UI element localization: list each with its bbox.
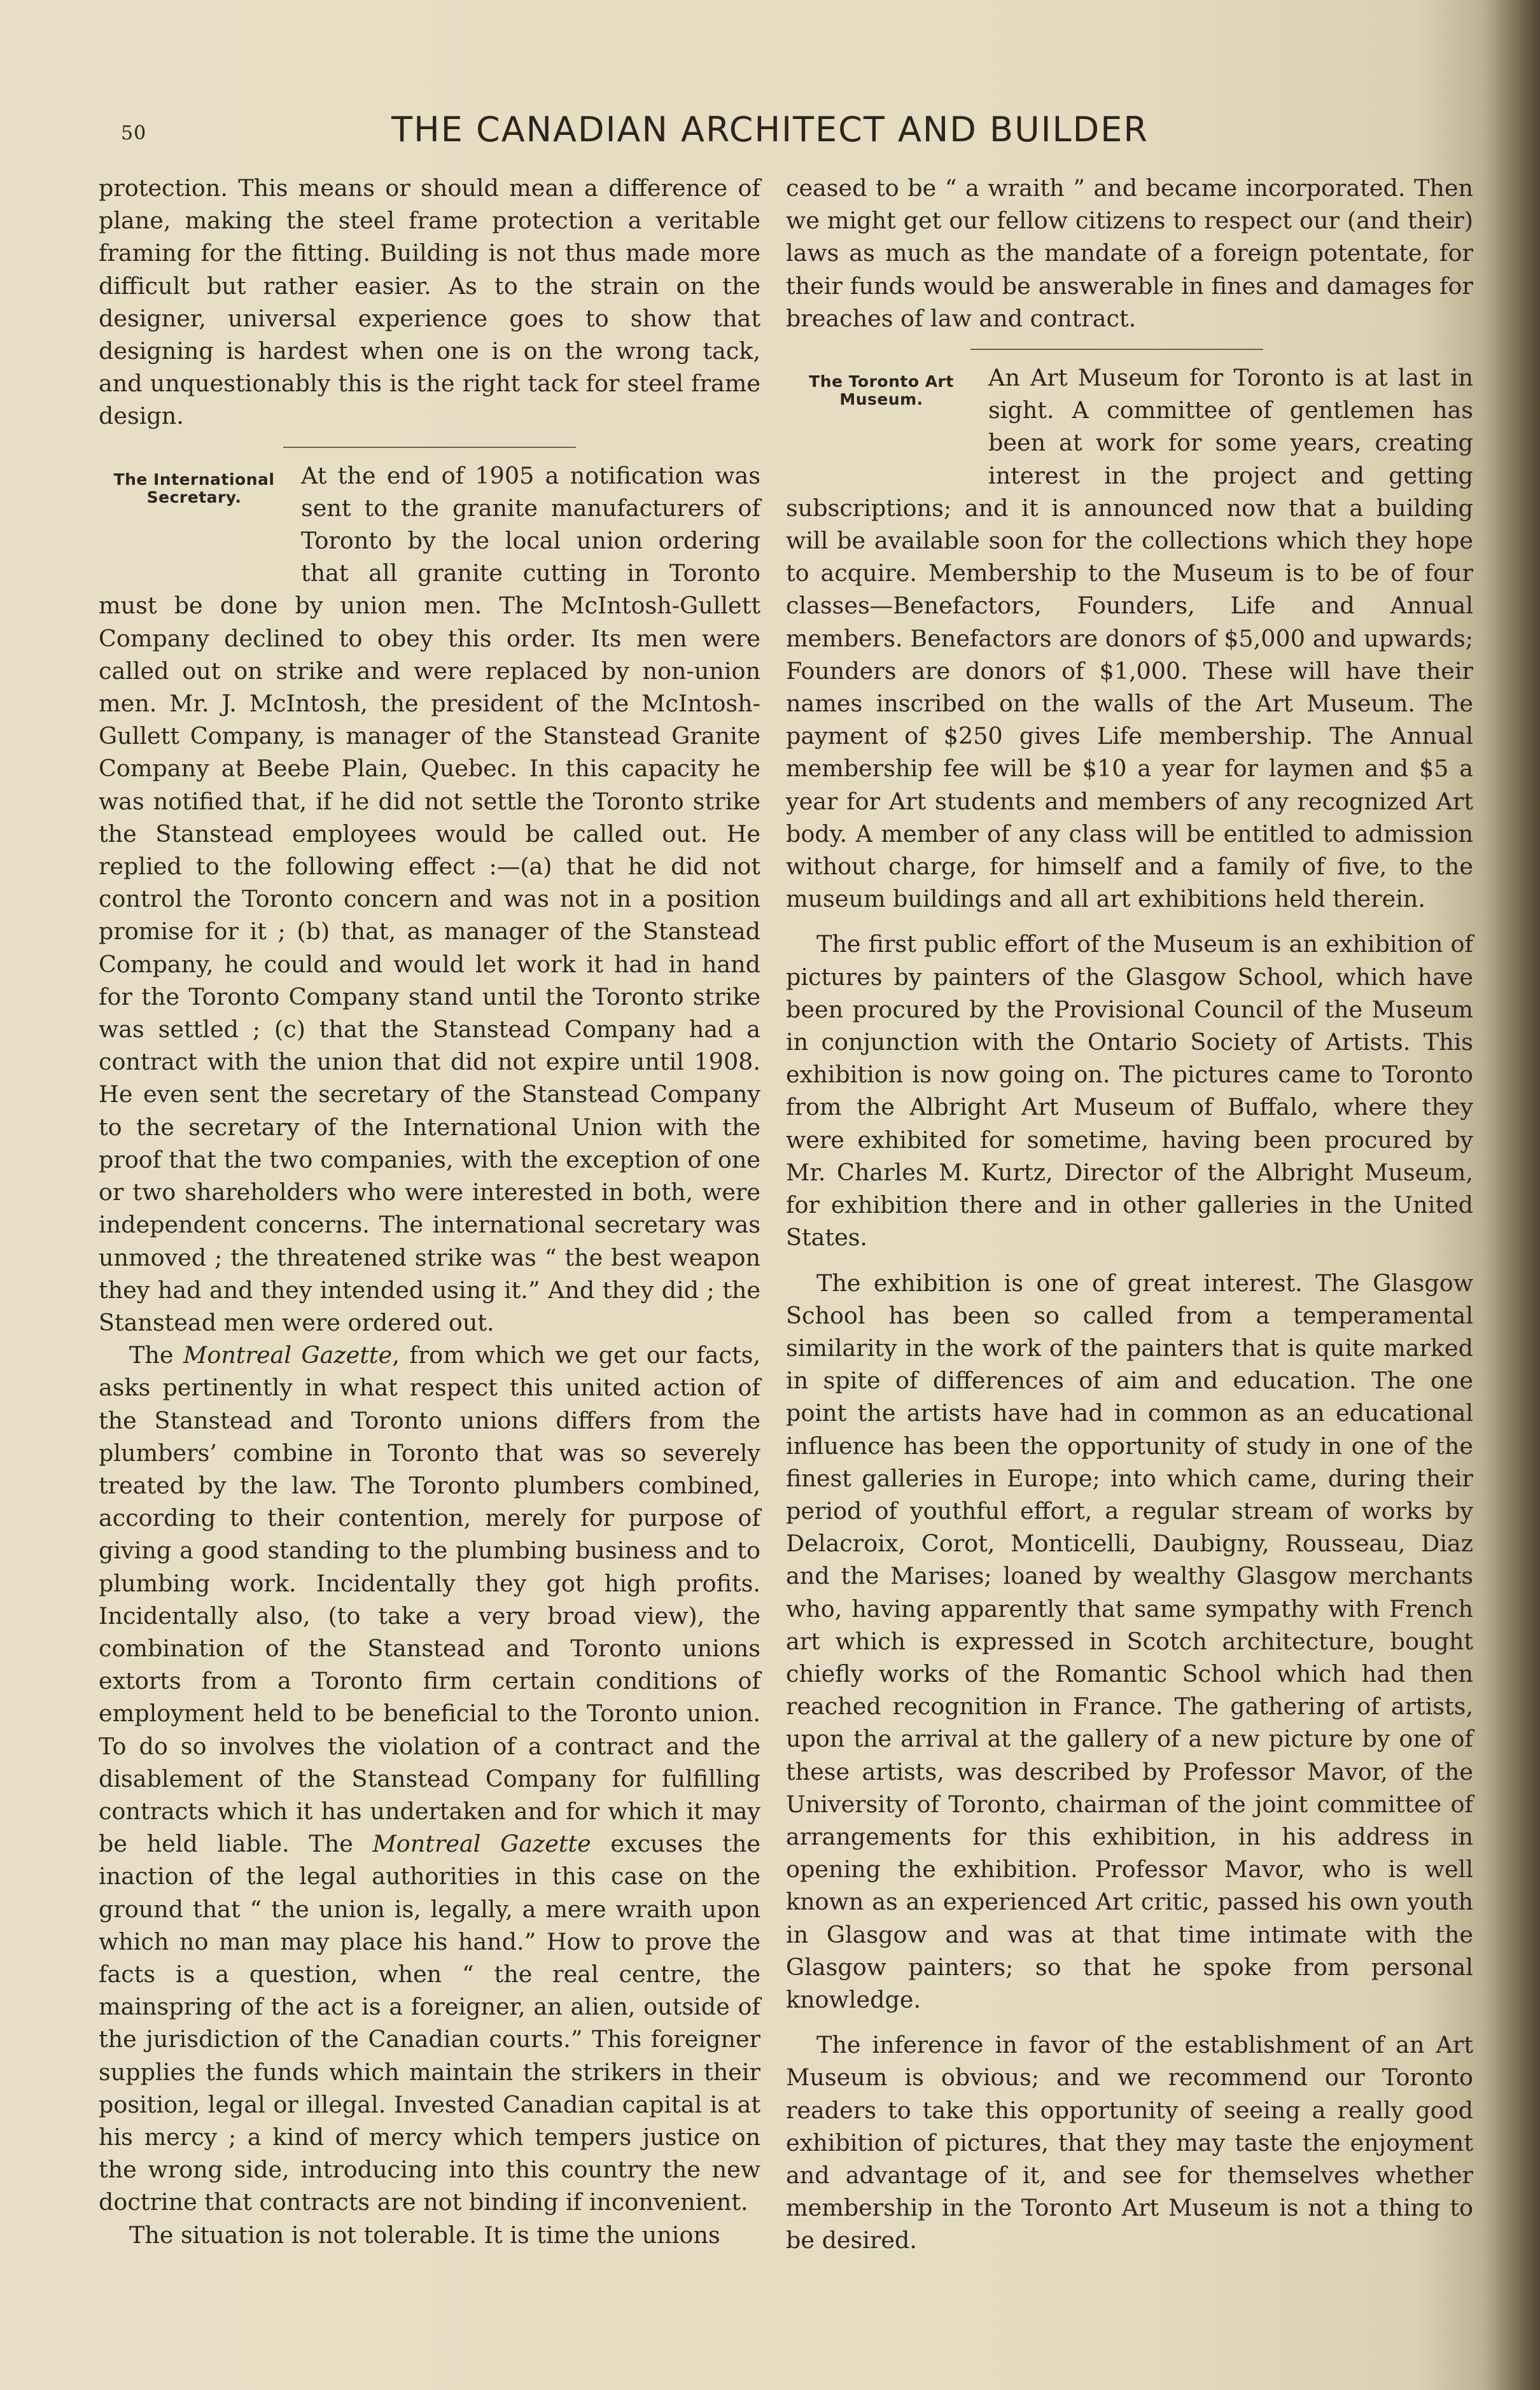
text-run: excuses the inaction of the legal authorities in this case on the ground that “ the union is, legally, a mere wraith upon which no man may place his hand.” How to prove the facts is a question, when “ the real centre, the mainspring of the act is a foreigner, an alien, outside of the jurisdiction of the Canadian courts.” This foreigner supplies the funds which maintain the strikers in their position, legal or illegal. Invested Canadian capital is at his mercy ; a kind of mercy which tempers justice on the wrong side, introducing into this country the new doctrine that contracts are not binding if inconvenient. bbox=[99, 1830, 760, 2216]
running-head: THE CANADIAN ARCHITECT AND BUILDER bbox=[391, 109, 1149, 150]
section-divider bbox=[283, 447, 576, 448]
left-column bbox=[99, 172, 760, 2251]
right-paragraph-4: The exhibition is one of great interest. The Glasgow School has been so called from a temperamental similarity in the work of the painters that is quite marked in spite of differences of aim and education. The one point the artists have had in common as an educational influence has been the opportunity of study in one of the finest galleries in Europe; into which came, during their period of youthful effort, a regular stream of works by Delacroix, Corot, Monticelli, Daubigny, Rousseau, Diaz and the Marises; loaned by wealthy Glasgow merchants who, having apparently that same sympathy with French art which is expressed in Scotch architecture, bought chiefly works of the Romantic School which had then reached recognition in France. The gathering of artists, upon the arrival at the gallery of a new picture by one of these artists, was described by Professor Mavor, of the University of Toronto, chairman of the joint committee of arrangements for this exhibition, in his address in opening the exhibition. Professor Mavor, who is well known as an experienced Art critic, passed his own youth in Glasgow and was at that time intimate with the Glasgow painters; so that he spoke from personal knowledge. bbox=[786, 1269, 1473, 2013]
left-paragraph-4: The situation is not tolerable. It is time the unions bbox=[129, 2221, 720, 2249]
right-paragraph-3: The first public effort of the Museum is an exhibition of pictures by painters of the Glasgow School, which have been procured by the Provisional Council of the Museum in conjunction with the Ontario Society of Artists. This exhibition is now going on. The pictures came to Toronto from the Albright Art Museum of Buffalo, where they were exhibited for sometime, having been procured by Mr. Charles M. Kurtz, Director of the Albright Museum, for exhibition there and in other galleries in the United States. bbox=[786, 930, 1473, 1252]
publication-title: Montreal Gazette bbox=[183, 1341, 393, 1369]
side-heading-line-1: The International bbox=[113, 470, 275, 489]
publication-title: Montreal Gazette bbox=[372, 1830, 591, 1858]
right-column bbox=[786, 172, 1473, 2257]
right-paragraph-2: An Art Museum for Toronto is at last in sight. A committee of gentlemen has been at work for some years, creating interest in the project and getting subscriptions; and it is announced now that a building will be available soon for the collections which they hope to acquire. Membership to the Museum is to be of four classes—Benefactors, Founders, Life and Annual members. Benefactors are donors of $5,000 and upwards; Founders are donors of $1,000. These will have their names inscribed on the walls of the Art Museum. The payment of $250 gives Life membership. The Annual membership fee will be $10 a year for laymen and $5 a year for Art students and members of any recognized Art body. A member of any class will be entitled to admission without charge, for himself and a family of five, to the museum buildings and all art exhibitions held therein. bbox=[786, 364, 1473, 913]
side-heading-line-2: Museum. bbox=[839, 390, 923, 409]
right-paragraph-5: The inference in favor of the establishment of an Art Museum is obvious; and we recommend our Toronto readers to take this opportunity of seeing a really good exhibition of pictures, that they may taste the enjoyment and advantage of it, and see for themselves whether membership in the Toronto Art Museum is not a thing to be desired. bbox=[786, 2031, 1473, 2254]
side-heading-line-1: The Toronto Art bbox=[809, 372, 954, 391]
section-divider bbox=[970, 349, 1263, 350]
left-paragraph-1: protection. This means or should mean a difference of plane, making the steel frame protection a veritable framing for the fitting. Building is not thus made more difficult but rather easier. As to the strain on the designer, universal experience goes to show that designing is hardest when one is on the wrong tack, and unquestionably this is the right tack for steel frame design. bbox=[99, 174, 760, 430]
text-run: , from which we get our facts, asks pertinently in what respect this united action of the Stanstead and Toronto unions differs from the plumbers’ combine in Toronto that was so severely treated by the law. The Toronto plumbers combined, according to their contention, merely for purpose of giving a good standing to the plumbing business and to plumbing work. Incidentally they got high profits. Incidentally also, (to take a very broad view), the combination of the Stanstead and Toronto unions extorts from a Toronto firm certain conditions of employment held to be beneficial to the Toronto union. To do so involves the violation of a contract and the disablement of the Stanstead Company for fulfilling contracts which it has undertaken and for which it may be held liable. The bbox=[99, 1341, 760, 1858]
section-international-secretary bbox=[99, 459, 760, 1339]
section-toronto-art-museum bbox=[786, 361, 1473, 915]
page-number: 50 bbox=[121, 122, 147, 144]
right-paragraph-1: ceased to be “ a wraith ” and became incorporated. Then we might get our fellow citizens to respect our (and their) laws as much as the mandate of a foreign potentate, for their funds would be answerable in fines and damages for breaches of law and contract. bbox=[786, 174, 1473, 332]
side-heading bbox=[786, 373, 977, 468]
side-heading bbox=[99, 471, 290, 566]
binding-shadow bbox=[1483, 0, 1540, 2390]
text-run: The bbox=[129, 1341, 183, 1369]
side-heading-line-2: Secretary. bbox=[146, 487, 242, 507]
left-paragraph-3 bbox=[99, 1339, 760, 2218]
left-paragraph-2: At the end of 1905 a notification was sent to the granite manufacturers of Toronto by the local union ordering that all granite cutting in Toronto must be done by union men. The McIntosh-Gullett Company declined to obey this order. Its men were called out on strike and were replaced by non-union men. Mr. J. McIntosh, the president of the McIntosh-Gullett Company, is manager of the Stanstead Granite Company at Beebe Plain, Quebec. In this capacity he was notified that, if he did not settle the Toronto strike the Stanstead employees would be called out. He replied to the following effect :—(a) that he did not control the Toronto concern and was not in a position promise for it ; (b) that, as manager of the Stanstead Company, he could and would let work it had in hand for the Toronto Company stand until the Toronto strike was settled ; (c) that the Stanstead Company had a contract with the union that did not expire until 1908. He even sent the secretary of the Stanstead Company to the secretary of the International Union with the proof that the two companies, with the exception of one or two shareholders who were interested in both, were independent concerns. The international secretary was unmoved ; the threatened strike was “ the best weapon they had and they intended using it.” And they did ; the Stanstead men were ordered out. bbox=[99, 461, 760, 1336]
